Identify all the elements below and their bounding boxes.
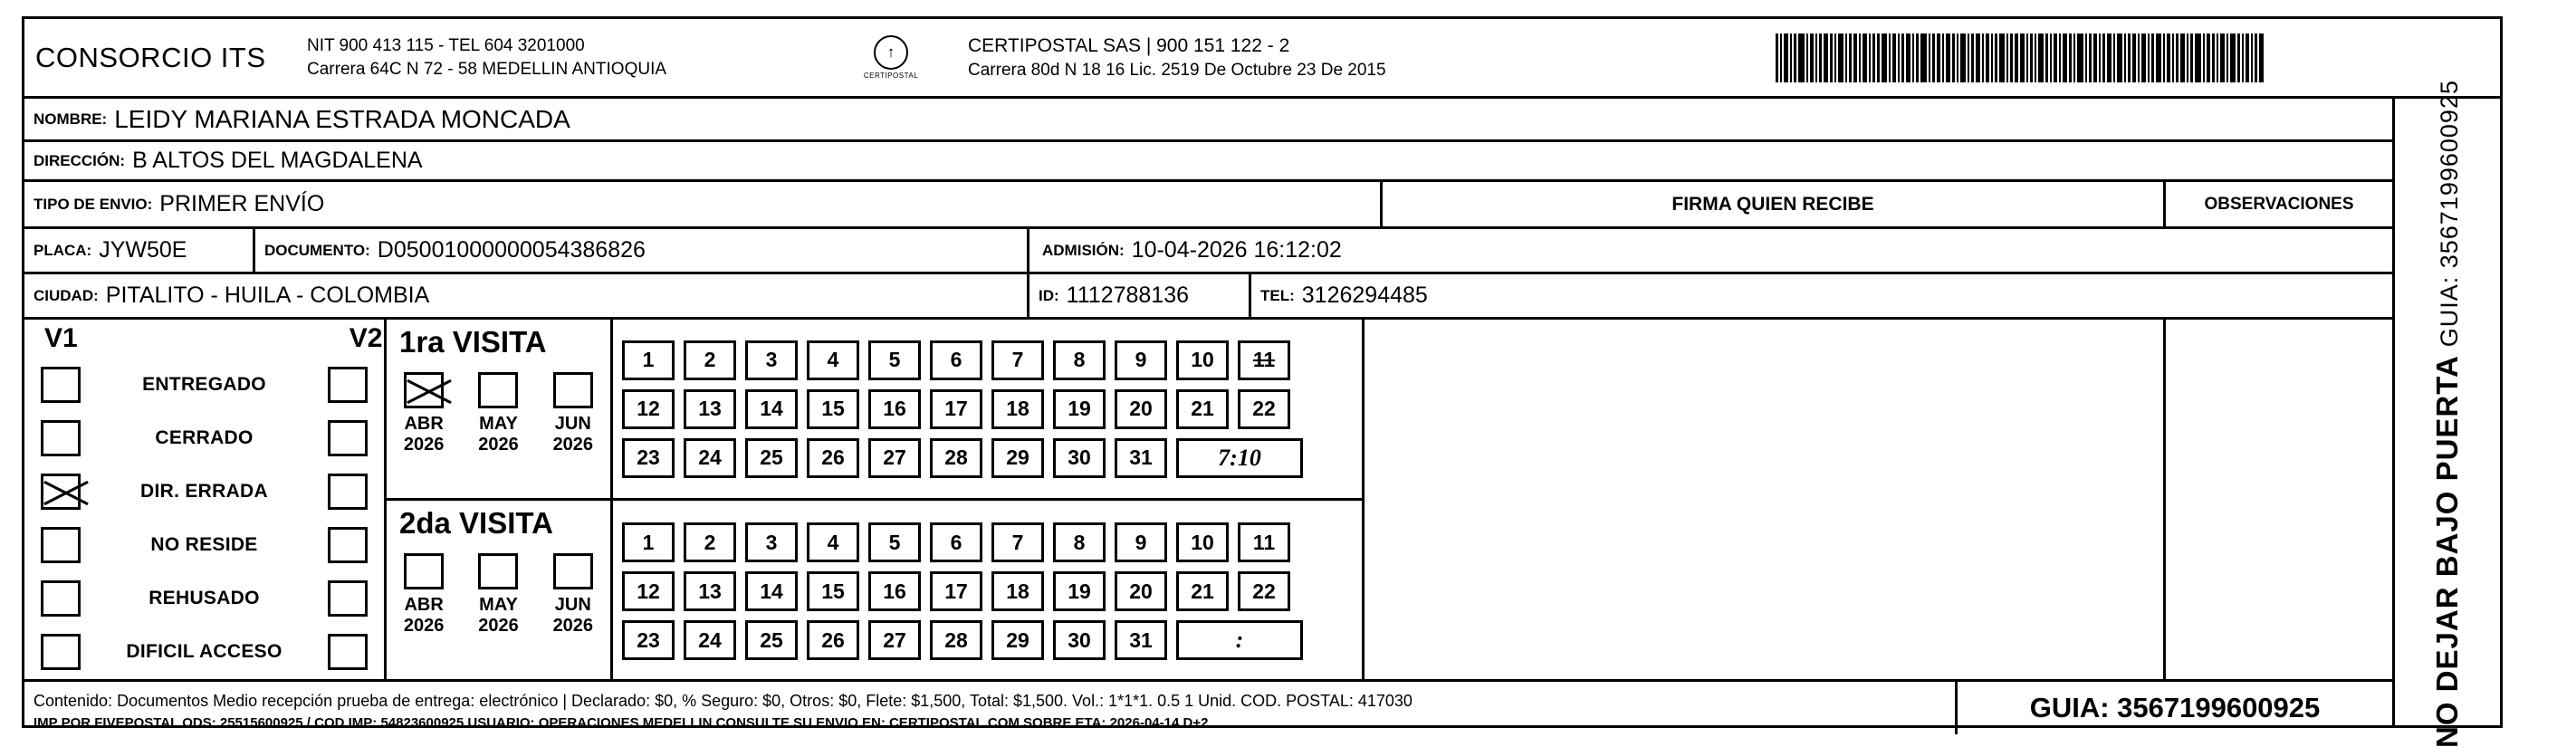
- id-label: ID:: [1039, 286, 1059, 304]
- day-cell-3[interactable]: 3: [745, 340, 798, 380]
- visit-2-months: [387, 501, 610, 682]
- side-notice: [2430, 80, 2465, 747]
- status-label: ENTREGADO: [142, 373, 266, 395]
- admission-cell: [1029, 229, 2392, 272]
- status-label: NO RESIDE: [150, 533, 258, 555]
- month-checkbox-may[interactable]: [478, 553, 518, 589]
- status-row: [24, 358, 384, 411]
- v2-checkbox-4[interactable]: [328, 580, 368, 617]
- status-label: DIR. ERRADA: [140, 480, 268, 502]
- day-cell-5[interactable]: 5: [868, 522, 921, 562]
- shipment-type-value: PRIMER ENVÍO: [159, 191, 325, 216]
- day-cell-30[interactable]: 30: [1053, 438, 1106, 478]
- day-cell-1[interactable]: 1: [622, 340, 675, 380]
- day-cell-20[interactable]: 20: [1115, 571, 1167, 611]
- day-cell-21[interactable]: 21: [1176, 571, 1229, 611]
- month-label-abr: ABR 2026: [403, 595, 445, 636]
- status-row: [24, 571, 384, 625]
- day-cell-4[interactable]: 4: [807, 522, 859, 562]
- day-row: [622, 389, 1362, 429]
- day-cell-6[interactable]: 6: [930, 340, 982, 380]
- admission-value: 10-04-2026 16:12:02: [1131, 237, 1342, 263]
- observations-header: OBSERVACIONES: [2204, 194, 2354, 214]
- label-footer: [24, 682, 2392, 734]
- day-cell-29[interactable]: 29: [991, 620, 1044, 660]
- day-cell-26[interactable]: 26: [807, 620, 859, 660]
- id-value: 1112788136: [1066, 283, 1189, 308]
- plate-cell: [24, 229, 255, 272]
- operator-license: Carrera 80d N 18 16 Lic. 2519 De Octubre 23 De 2015: [968, 60, 1386, 80]
- day-cell-28[interactable]: 28: [930, 438, 982, 478]
- document-label: DOCUMENTO:: [264, 241, 370, 259]
- city-id-tel-row: [24, 274, 2392, 320]
- month-checkbox-jun[interactable]: [553, 372, 593, 408]
- signature-box[interactable]: [1365, 320, 2166, 679]
- barcode-bars: [1776, 34, 2265, 82]
- v2-header: V2: [349, 323, 383, 353]
- day-cell-7[interactable]: 7: [991, 340, 1044, 380]
- day-cell-18[interactable]: 18: [991, 389, 1044, 429]
- visit-1-month-checkboxes: [387, 372, 610, 408]
- v2-checkbox-5[interactable]: [328, 634, 368, 670]
- day-cell-16[interactable]: 16: [868, 571, 921, 611]
- day-cell-1[interactable]: 1: [622, 522, 675, 562]
- day-cell-22[interactable]: 22: [1238, 389, 1290, 429]
- admission-label: ADMISIÓN:: [1042, 241, 1125, 259]
- day-cell-28[interactable]: 28: [930, 620, 982, 660]
- day-cell-17[interactable]: 17: [930, 389, 982, 429]
- day-cell-7[interactable]: 7: [991, 522, 1044, 562]
- day-cell-15[interactable]: 15: [807, 389, 859, 429]
- telephone-label: TEL:: [1260, 286, 1295, 304]
- barcode: [1547, 34, 2500, 82]
- recipient-name-label: NOMBRE:: [34, 110, 108, 128]
- day-cell-27[interactable]: 27: [868, 620, 921, 660]
- day-cell-31[interactable]: 31: [1115, 438, 1167, 478]
- visit-time-field[interactable]: 7:10: [1176, 438, 1303, 478]
- day-cell-31[interactable]: 31: [1115, 620, 1167, 660]
- day-cell-2[interactable]: 2: [684, 522, 736, 562]
- day-cell-19[interactable]: 19: [1053, 389, 1106, 429]
- status-row: [24, 464, 384, 518]
- month-checkbox-abr[interactable]: [404, 372, 444, 408]
- telephone-cell: [1251, 274, 2392, 317]
- status-row: [24, 625, 384, 678]
- day-cell-5[interactable]: 5: [868, 340, 921, 380]
- v1-checkbox-3[interactable]: [41, 527, 81, 563]
- visit-2-month-labels: [387, 595, 610, 637]
- footer-print-line: IMP POR FIVEPOSTAL ODS: 25515600925 / COD.IMP: 54823600925 USUARIO: OPERACIONES MEDELLIN CONSULTE SU ENVIO EN: CERTIPOSTAL.COM SOBRE ETA: 2026-04-14 D+2: [34, 715, 1209, 731]
- month-checkbox-may[interactable]: [478, 372, 518, 408]
- day-cell-21[interactable]: 21: [1176, 389, 1229, 429]
- day-cell-23[interactable]: 23: [622, 438, 675, 478]
- month-checkbox-abr[interactable]: [404, 553, 444, 589]
- day-cell-13[interactable]: 13: [684, 571, 736, 611]
- day-cell-18[interactable]: 18: [991, 571, 1044, 611]
- recipient-address-label: DIRECCIÓN:: [34, 151, 126, 169]
- recipient-address-row: [24, 142, 2392, 182]
- day-cell-23[interactable]: 23: [622, 620, 675, 660]
- day-row: [622, 620, 1362, 660]
- signature-header: FIRMA QUIEN RECIBE: [1383, 182, 2166, 226]
- day-cell-25[interactable]: 25: [745, 620, 798, 660]
- day-cell-19[interactable]: 19: [1053, 571, 1106, 611]
- operator-details: [968, 33, 1547, 83]
- plate-document-row: [24, 229, 2392, 274]
- day-cell-24[interactable]: 24: [684, 620, 736, 660]
- day-cell-13[interactable]: 13: [684, 389, 736, 429]
- visit-months-column: [387, 320, 613, 679]
- recipient-name-row: [24, 99, 2392, 142]
- visit-2-month-checkboxes: [387, 553, 610, 589]
- month-label-abr: ABR 2026: [403, 414, 445, 455]
- status-label: CERRADO: [155, 426, 254, 448]
- side-notice-text: NO DEJAR BAJO PUERTA: [2430, 355, 2464, 747]
- day-row: [622, 571, 1362, 611]
- day-cell-10[interactable]: 10: [1176, 522, 1229, 562]
- day-cell-29[interactable]: 29: [991, 438, 1044, 478]
- day-cell-3[interactable]: 3: [745, 522, 798, 562]
- day-cell-9[interactable]: 9: [1115, 522, 1167, 562]
- status-row: [24, 411, 384, 464]
- side-guia-text: GUIA: 3567199600925: [2436, 79, 2463, 347]
- operator-name: CERTIPOSTAL SAS | 900 151 122 - 2: [968, 34, 1290, 56]
- status-label: REHUSADO: [148, 587, 260, 608]
- month-label-jun: JUN 2026: [552, 595, 594, 636]
- signature-observations-zone: [1365, 320, 2392, 679]
- visit-2-days: [613, 501, 1362, 682]
- day-row: [622, 340, 1362, 380]
- day-cell-20[interactable]: 20: [1115, 389, 1167, 429]
- day-cell-17[interactable]: 17: [930, 571, 982, 611]
- day-cell-10[interactable]: 10: [1176, 340, 1229, 380]
- shipping-label: [22, 16, 2503, 747]
- document-cell: [255, 229, 1029, 272]
- visit-days-column: [613, 320, 1365, 679]
- id-cell: [1029, 274, 1251, 317]
- shipment-type-row: [24, 182, 2392, 229]
- status-rows: [24, 358, 384, 678]
- label-main-column: [24, 99, 2392, 731]
- day-cell-14[interactable]: 14: [745, 571, 798, 611]
- v1-checkbox-0[interactable]: [41, 367, 81, 403]
- visit-2-title: 2da VISITA: [399, 506, 553, 540]
- company-name: CONSORCIO ITS: [35, 41, 266, 73]
- label-body: [24, 79, 2500, 747]
- visit-section: [24, 320, 2392, 682]
- side-notice-column: [2392, 79, 2500, 747]
- recipient-address-value: B ALTOS DEL MAGDALENA: [132, 148, 423, 173]
- day-cell-11[interactable]: 11: [1238, 522, 1290, 562]
- day-cell-2[interactable]: 2: [684, 340, 736, 380]
- month-checkbox-jun[interactable]: [553, 553, 593, 589]
- v1-checkbox-1[interactable]: [41, 420, 81, 456]
- day-cell-24[interactable]: 24: [684, 438, 736, 478]
- status-checkbox-column: [24, 320, 387, 679]
- city-label: CIUDAD:: [34, 286, 99, 304]
- plate-value: JYW50E: [99, 237, 187, 263]
- day-cell-26[interactable]: 26: [807, 438, 859, 478]
- visit-time-field[interactable]: :: [1176, 620, 1303, 660]
- day-row: [622, 522, 1362, 562]
- v2-checkbox-1[interactable]: [328, 420, 368, 456]
- v1-checkbox-2[interactable]: [41, 474, 81, 510]
- day-cell-9[interactable]: 9: [1115, 340, 1167, 380]
- day-cell-30[interactable]: 30: [1053, 620, 1106, 660]
- label-header: [24, 19, 2500, 99]
- telephone-value: 3126294485: [1301, 283, 1428, 308]
- month-label-may: MAY 2026: [478, 595, 519, 636]
- logo-text: CERTIPOSTAL: [863, 72, 919, 80]
- v1-checkbox-4[interactable]: [41, 580, 81, 617]
- company-nit-line: NIT 900 413 115 - TEL 604 3201000: [307, 35, 585, 55]
- visit-1-days: [613, 320, 1362, 501]
- company-details: [307, 34, 814, 81]
- day-row: [622, 438, 1362, 478]
- status-row: [24, 518, 384, 571]
- day-cell-8[interactable]: 8: [1053, 340, 1106, 380]
- certipostal-logo: [814, 35, 968, 80]
- day-cell-6[interactable]: 6: [930, 522, 982, 562]
- footer-guia: GUIA: 3567199600925: [2029, 691, 2321, 723]
- city-value: PITALITO - HUILA - COLOMBIA: [105, 283, 430, 308]
- shipment-type-label: TIPO DE ENVIO:: [34, 195, 153, 213]
- day-cell-22[interactable]: 22: [1238, 571, 1290, 611]
- v1-header: V1: [44, 323, 78, 353]
- company-address-line: Carrera 64C N 72 - 58 MEDELLIN ANTIOQUIA: [307, 59, 667, 79]
- month-label-jun: JUN 2026: [552, 414, 594, 455]
- status-label: DIFICIL ACCESO: [126, 640, 282, 662]
- city-cell: [24, 274, 1029, 317]
- day-cell-11[interactable]: 11: [1238, 340, 1290, 380]
- footer-contents-line: Contenido: Documentos Medio recepción prueba de entrega: electrónico | Declarado: $0, % Seguro: $0, Otros: $0, Flete: $1,500, Total: $1,500. Vol.: 1*1*1. 0.5 1 Unid. COD. POSTAL: 417030: [34, 692, 1412, 710]
- day-cell-8[interactable]: 8: [1053, 522, 1106, 562]
- day-cell-14[interactable]: 14: [745, 389, 798, 429]
- observations-box[interactable]: [2166, 320, 2392, 679]
- visit-1-months: [387, 320, 610, 501]
- v1-checkbox-5[interactable]: [41, 634, 81, 670]
- v2-checkbox-3[interactable]: [328, 527, 368, 563]
- document-value: D05001000000054386826: [377, 237, 646, 263]
- shipment-type-cell: [24, 182, 1383, 226]
- month-label-may: MAY 2026: [478, 414, 519, 455]
- visit-1-month-labels: [387, 414, 610, 455]
- v2-checkbox-2[interactable]: [328, 474, 368, 510]
- footer-text: [24, 682, 1958, 734]
- day-cell-12[interactable]: 12: [622, 389, 675, 429]
- plate-label: PLACA:: [34, 241, 92, 259]
- day-cell-16[interactable]: 16: [868, 389, 921, 429]
- day-cell-12[interactable]: 12: [622, 571, 675, 611]
- visit-1-title: 1ra VISITA: [399, 325, 547, 359]
- day-cell-15[interactable]: 15: [807, 571, 859, 611]
- day-cell-4[interactable]: 4: [807, 340, 859, 380]
- v2-checkbox-0[interactable]: [328, 367, 368, 403]
- recipient-name-value: LEIDY MARIANA ESTRADA MONCADA: [114, 104, 570, 133]
- day-cell-27[interactable]: 27: [868, 438, 921, 478]
- v1-v2-headers: [24, 320, 384, 358]
- logo-mark-icon: ↑: [874, 35, 908, 70]
- day-cell-25[interactable]: 25: [745, 438, 798, 478]
